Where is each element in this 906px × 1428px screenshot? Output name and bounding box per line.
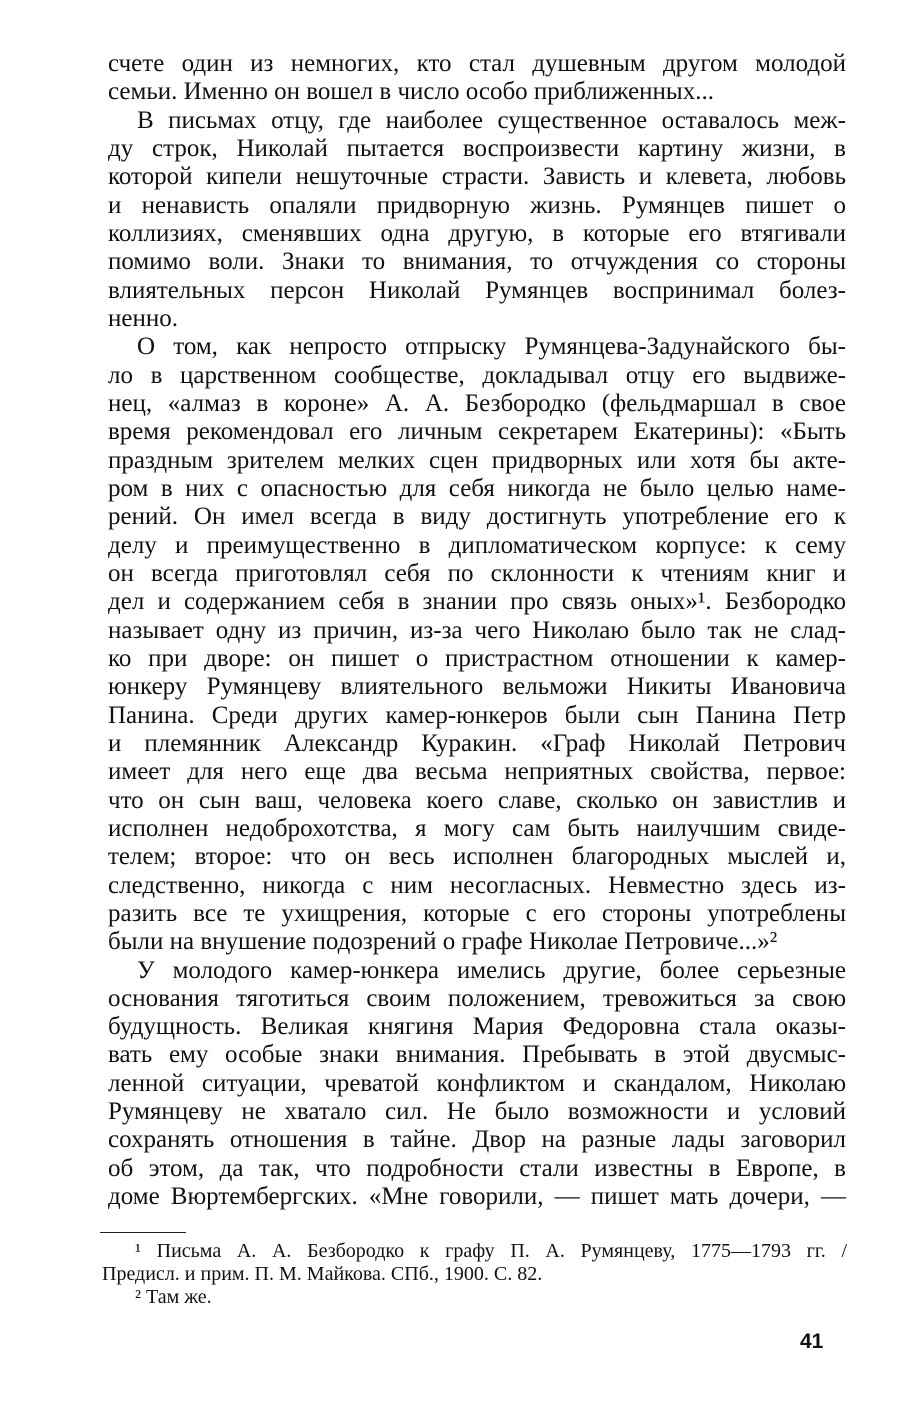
text-line: и ненависть опаляли придворную жизнь. Румянцев пишет о: [108, 191, 846, 219]
text-line: влиятельных персон Николай Румянцев воспринимал болез-: [108, 276, 846, 304]
text-line: ром в них с опасностью для себя никогда не было целью наме-: [108, 474, 846, 502]
text-line: ду строк, Николай пытается воспроизвести картину жизни, в: [108, 134, 846, 162]
text-line: будущность. Великая княгиня Мария Федоровна стала оказы-: [108, 1013, 846, 1041]
main-text: [108, 50, 846, 1211]
text-line: и племянник Александр Куракин. «Граф Николай Петрович: [108, 729, 846, 757]
text-line: В письмах отцу, где наиболее существенное оставалось меж-: [137, 106, 846, 134]
paragraph: [108, 107, 846, 334]
text-line: исполнен недоброхотства, я могу сам быть наилучшим свиде-: [108, 814, 846, 842]
text-line: ненно.: [108, 304, 178, 332]
text-line: он всегда приготовлял себя по склонности к чтениям книг и: [108, 559, 846, 587]
text-line: нец, «алмаз в короне» А. А. Безбородко (фельдмаршал в свое: [108, 389, 846, 417]
text-line: праздным зрителем мелких сцен придворных или хотя бы акте-: [108, 446, 846, 474]
text-line: следственно, никогда с ним несогласных. Невместно здесь из-: [108, 871, 846, 899]
footnote-line: ² Там же.: [135, 1286, 212, 1308]
footnotes: [102, 1240, 847, 1309]
footnote-line: ¹ Письма А. А. Безбородко к графу П. А. Румянцеву, 1775—1793 гг. /: [135, 1240, 847, 1262]
text-line: Панина. Среди других камер-юнкеров были сын Панина Петр: [108, 701, 846, 729]
text-line: О том, как непросто отпрыску Румянцева-Задунайского бы-: [137, 333, 846, 361]
text-line: помимо воли. Знаки то внимания, то отчуждения со стороны: [108, 248, 846, 276]
text-line: рений. Он имел всегда в виду достигнуть употребление его к: [108, 503, 846, 531]
text-line: доме Вюртембергских. «Мне говорили, — пишет мать дочери, —: [108, 1183, 846, 1211]
text-line: делу и преимущественно в дипломатическом корпусе: к сему: [108, 531, 846, 559]
text-line: были на внушение подозрений о графе Николае Петровиче...»²: [108, 928, 778, 956]
footnote-separator: [100, 1232, 186, 1233]
text-line: что он сын ваш, человека коего славе, сколько он завистлив и: [108, 786, 846, 814]
text-line: ленной ситуации, чреватой конфликтом и скандалом, Николаю: [108, 1069, 846, 1097]
text-line: У молодого камер-юнкера имелись другие, более серьезные: [137, 956, 846, 984]
paragraph: [108, 50, 846, 107]
text-line: ло в царственном сообществе, докладывал отцу его выдвиже-: [108, 361, 846, 389]
text-line: ко при дворе: он пишет о пристрастном отношении к камер-: [108, 644, 846, 672]
text-line: об этом, да так, что подробности стали известны в Европе, в: [108, 1154, 846, 1182]
text-line: вать ему особые знаки внимания. Пребывать в этой двусмыс-: [108, 1041, 846, 1069]
text-line: имеет для него еще два весьма неприятных свойства, первое:: [108, 758, 846, 786]
text-line: телем; второе: что он весь исполнен благородных мыслей и,: [108, 843, 846, 871]
text-line: разить все те ухищрения, которые с его стороны употреблены: [108, 899, 846, 927]
text-line: семьи. Именно он вошел в число особо приближенных...: [108, 78, 714, 106]
text-line: юнкеру Румянцеву влиятельного вельможи Никиты Ивановича: [108, 673, 846, 701]
text-line: Румянцеву не хватало сил. Не было возможности и условий: [108, 1098, 846, 1126]
text-line: сохранять отношения в тайне. Двор на разные лады заговорил: [108, 1126, 846, 1154]
paragraph: [108, 333, 846, 956]
text-line: коллизиях, сменявших одна другую, в которые его втягивали: [108, 219, 846, 247]
text-line: время рекомендовал его личным секретарем Екатерины): «Быть: [108, 418, 846, 446]
text-line: называет одну из причин, из-за чего Николаю было так не слад-: [108, 616, 846, 644]
text-line: которой кипели нешуточные страсти. Зависть и клевета, любовь: [108, 163, 846, 191]
text-line: основания тяготиться своим положением, тревожиться за свою: [108, 984, 846, 1012]
text-line: дел и содержанием себя в знании про связь оных»¹. Безбородко: [108, 588, 846, 616]
paragraph: [108, 957, 846, 1212]
footnote-line: Предисл. и прим. П. М. Майкова. СПб., 1900. С. 82.: [102, 1263, 543, 1285]
page-number: 41: [800, 1330, 824, 1353]
text-line: счете один из немногих, кто стал душевным другом молодой: [108, 50, 846, 77]
